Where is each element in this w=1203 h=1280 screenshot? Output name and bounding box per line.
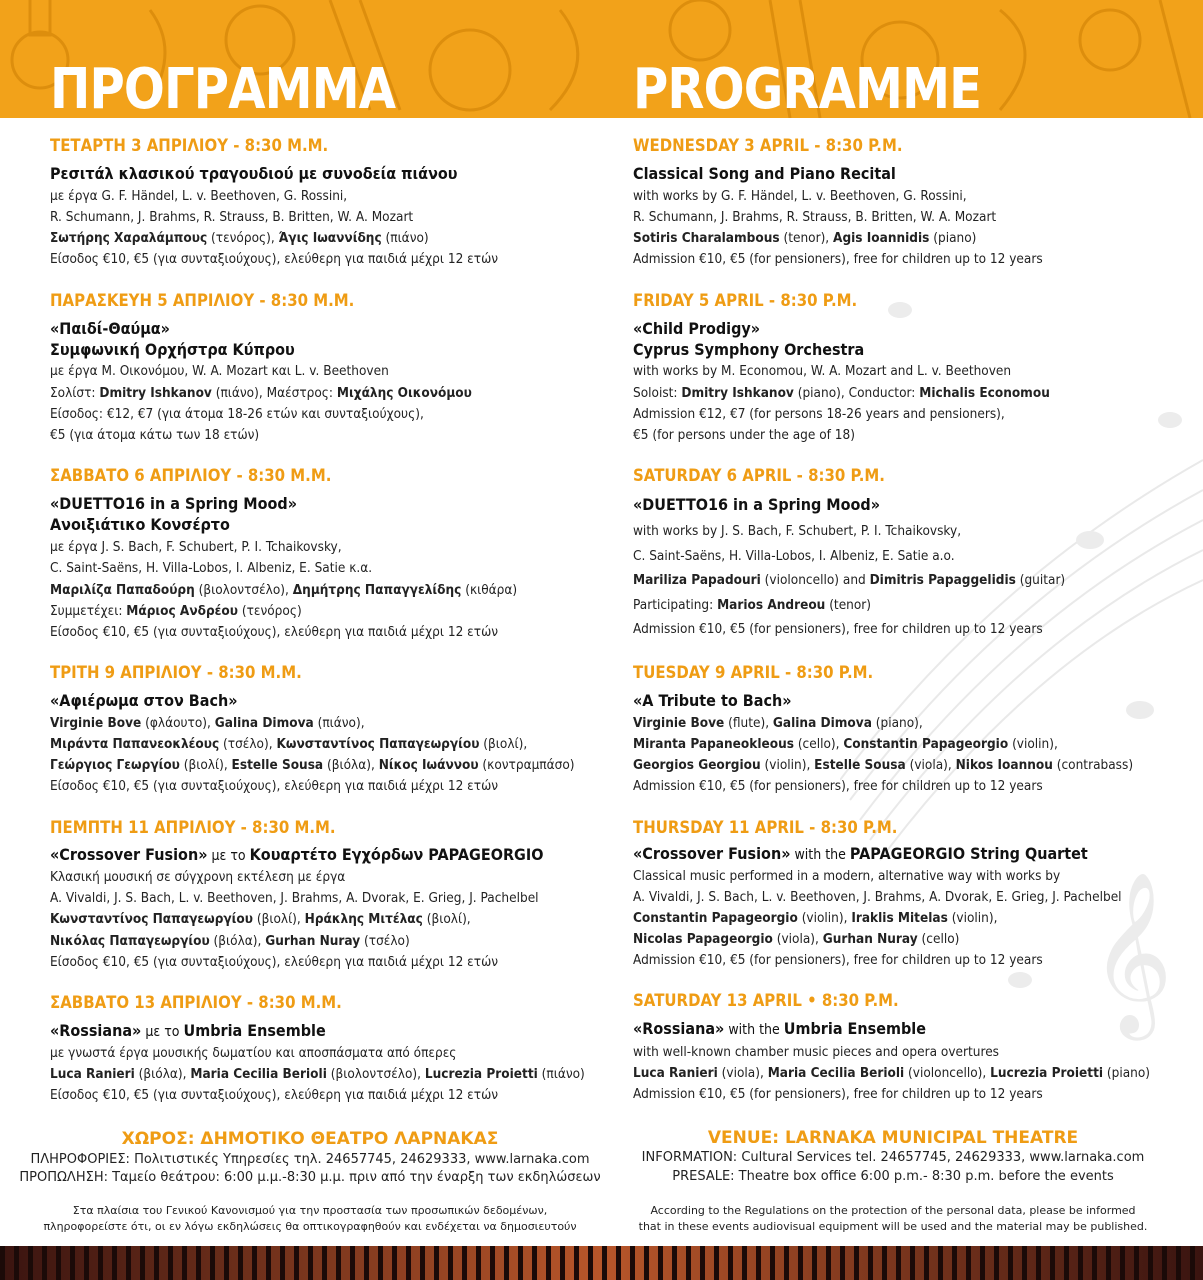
event-6-description-en: with well-known chamber music pieces and opera overtures: [633, 1044, 1000, 1060]
event-1-admission-en: Admission €10, €5 (for pensioners), free for children up to 12 years: [633, 251, 1043, 267]
piano-key: [14, 1246, 19, 1280]
event-1-heading: ΤΕΤΑΡΤΗ 3 ΑΠΡΙΛΙΟΥ - 8:30 Μ.Μ.: [50, 136, 329, 156]
piano-key: [168, 1246, 173, 1280]
event-5-admission-en: Admission €10, €5 (for pensioners), free for children up to 12 years: [633, 952, 1043, 968]
event-3-works-2: C. Saint-Saëns, H. Villa-Lobos, I. Albeniz, E. Satie κ.α.: [50, 560, 373, 576]
privacy-greek-2: πληροφορείστε ότι, οι εν λόγω εκδηλώσεις θα οπτικογραφηθούν και ενδέχεται να δημοσιευτούν: [43, 1220, 577, 1233]
event-5-performers-1: Κωνσταντίνος Παπαγεωργίου (βιολί), Ηράκλης Μιτέλας (βιολί),: [50, 911, 471, 927]
piano-key: [742, 1246, 747, 1280]
event-2-title: «Παιδί-Θαύμα»: [50, 319, 170, 338]
piano-key: [280, 1246, 285, 1280]
piano-key: [1008, 1246, 1013, 1280]
event-2-admission-2: €5 (για άτομα κάτω των 18 ετών): [50, 427, 260, 443]
piano-key: [224, 1246, 229, 1280]
event-6-title: «Rossiana» με το Umbria Ensemble: [50, 1021, 326, 1040]
piano-key: [952, 1246, 957, 1280]
event-2-title-en: «Child Prodigy»: [633, 319, 761, 338]
piano-key: [700, 1246, 705, 1280]
event-3-works-2-en: C. Saint-Saëns, H. Villa-Lobos, I. Albeniz, E. Satie a.o.: [633, 548, 955, 564]
piano-key: [140, 1246, 145, 1280]
piano-key: [448, 1246, 453, 1280]
event-1-works: με έργα G. F. Händel, L. v. Beethoven, G. Rossini,: [50, 188, 348, 204]
piano-key: [1134, 1246, 1139, 1280]
piano-key: [1106, 1246, 1111, 1280]
piano-key: [644, 1246, 649, 1280]
piano-key: [42, 1246, 47, 1280]
piano-key: [630, 1246, 635, 1280]
piano-key: [336, 1246, 341, 1280]
event-5-description: Κλασική μουσική σε σύγχρονη εκτέλεση με έργα: [50, 869, 346, 885]
piano-key: [154, 1246, 159, 1280]
event-5-admission: Είσοδος €10, €5 (για συνταξιούχους), ελεύθερη για παιδιά μέχρι 12 ετών: [50, 954, 499, 970]
event-3-participating: Συμμετέχει: Μάριος Ανδρέου (τενόρος): [50, 603, 302, 619]
piano-key: [126, 1246, 131, 1280]
privacy-english-2: that in these events audiovisual equipment will be used and the material may be published.: [638, 1220, 1148, 1233]
piano-key: [980, 1246, 985, 1280]
piano-key: [476, 1246, 481, 1280]
event-6-title-en: «Rossiana» with the Umbria Ensemble: [633, 1019, 926, 1038]
note-icon: [1158, 412, 1182, 428]
event-1-works-2-en: R. Schumann, J. Brahms, R. Strauss, B. Britten, W. A. Mozart: [633, 209, 997, 225]
event-2-heading: ΠΑΡΑΣΚΕΥΗ 5 ΑΠΡΙΛΙΟΥ - 8:30 Μ.Μ.: [50, 291, 355, 311]
piano-key: [378, 1246, 383, 1280]
piano-key: [98, 1246, 103, 1280]
event-1-performers-en: Sotiris Charalambous (tenor), Agis Ioannidis (piano): [633, 230, 977, 246]
piano-key: [182, 1246, 187, 1280]
piano-key: [1050, 1246, 1055, 1280]
violin-scroll-icon: [550, 10, 578, 110]
piano-key: [238, 1246, 243, 1280]
piano-key: [70, 1246, 75, 1280]
piano-key: [1120, 1246, 1125, 1280]
event-4-heading-en: TUESDAY 9 APRIL - 8:30 P.M.: [633, 663, 874, 683]
piano-key: [294, 1246, 299, 1280]
piano-key: [56, 1246, 61, 1280]
event-5-performers-2: Νικόλας Παπαγεωργίου (βιόλα), Gurhan Nuray (τσέλο): [50, 933, 410, 949]
event-2-admission-2-en: €5 (for persons under the age of 18): [633, 427, 855, 443]
piano-key: [1190, 1246, 1195, 1280]
piano-key: [1176, 1246, 1181, 1280]
piano-key: [938, 1246, 943, 1280]
privacy-greek-1: Στα πλαίσια του Γενικού Κανονισμού για την προστασία των προσωπικών δεδομένων,: [72, 1204, 548, 1217]
presale-english: PRESALE: Theatre box office 6:00 p.m.- 8:30 p.m. before the events: [672, 1169, 1114, 1184]
sax-icon: [1000, 10, 1025, 110]
info-english: INFORMATION: Cultural Services tel. 24657745, 24629333, www.larnaka.com: [641, 1150, 1145, 1165]
event-1-works-en: with works by G. F. Händel, L. v. Beethoven, G. Rossini,: [633, 188, 967, 204]
event-4-performers-3: Γεώργιος Γεωργίου (βιολί), Estelle Sousa (βιόλα), Νίκος Ιωάννου (κοντραμπάσο): [50, 757, 575, 773]
piano-key: [462, 1246, 467, 1280]
piano-key: [210, 1246, 215, 1280]
event-5-title: «Crossover Fusion» με το Κουαρτέτο Εγχόρδων PAPAGEORGIO: [50, 845, 544, 864]
event-5-title-en: «Crossover Fusion» with the PAPAGEORGIO String Quartet: [633, 844, 1088, 863]
venue-greek: ΧΩΡΟΣ: ΔΗΜΟΤΙΚΟ ΘΕΑΤΡΟ ΛΑΡΝΑΚΑΣ: [121, 1129, 499, 1149]
event-6-heading: ΣΑΒΒΑΤΟ 13 ΑΠΡΙΛΙΟΥ - 8:30 Μ.Μ.: [50, 993, 342, 1013]
event-4-performers-2-en: Miranta Papaneokleous (cello), Constantin Papageorgio (violin),: [633, 736, 1058, 752]
piano-key: [756, 1246, 761, 1280]
venue-english: VENUE: LARNAKA MUNICIPAL THEATRE: [707, 1128, 1079, 1148]
event-6-heading-en: SATURDAY 13 APRIL • 8:30 P.M.: [633, 991, 899, 1011]
piano-keys-strip: [0, 1246, 1203, 1280]
piano-key: [994, 1246, 999, 1280]
event-3-admission: Είσοδος €10, €5 (για συνταξιούχους), ελεύθερη για παιδιά μέχρι 12 ετών: [50, 624, 499, 640]
event-3-heading: ΣΑΒΒΑΤΟ 6 ΑΠΡΙΛΙΟΥ - 8:30 Μ.Μ.: [50, 466, 332, 486]
piano-key: [1022, 1246, 1027, 1280]
event-2-admission: Είσοδος: €12, €7 (για άτομα 18-26 ετών και συνταξιούχους),: [50, 406, 424, 422]
event-3-works-en: with works by J. S. Bach, F. Schubert, P. I. Tchaikovsky,: [633, 523, 962, 539]
event-3-subtitle: Ανοιξιάτικο Κονσέρτο: [50, 515, 230, 534]
piano-key: [490, 1246, 495, 1280]
event-3-performers: Μαριλίζα Παπαδούρη (βιολοντσέλο), Δημήτρης Παπαγγελίδης (κιθάρα): [50, 582, 518, 598]
event-6-description: με γνωστά έργα μουσικής δωματίου και αποσπάσματα από όπερες: [50, 1045, 457, 1061]
bow-icon: [1160, 0, 1190, 118]
piano-key: [602, 1246, 607, 1280]
piano-key: [28, 1246, 33, 1280]
event-6-performers: Luca Ranieri (βιόλα), Maria Cecilia Berioli (βιολοντσέλο), Lucrezia Proietti (πιάνο): [50, 1066, 585, 1082]
piano-key: [266, 1246, 271, 1280]
event-1-performers: Σωτήρης Χαραλάμπους (τενόρος), Άγις Ιωαννίδης (πιάνο): [50, 230, 429, 246]
guitar-body-2-icon: [1080, 10, 1140, 70]
piano-key: [574, 1246, 579, 1280]
piano-key: [770, 1246, 775, 1280]
privacy-english-1: According to the Regulations on the protection of the personal data, please be informed: [650, 1204, 1136, 1217]
piano-key: [406, 1246, 411, 1280]
event-6-admission: Είσοδος €10, €5 (για συνταξιούχους), ελεύθερη για παιδιά μέχρι 12 ετών: [50, 1087, 499, 1103]
event-5-heading: ΠΕΜΠΤΗ 11 ΑΠΡΙΛΙΟΥ - 8:30 Μ.Μ.: [50, 818, 336, 838]
piano-key: [196, 1246, 201, 1280]
piano-key: [350, 1246, 355, 1280]
piano-key: [252, 1246, 257, 1280]
piano-key: [1162, 1246, 1167, 1280]
event-4-performers-3-en: Georgios Georgiou (violin), Estelle Sousa (viola), Nikos Ioannou (contrabass): [633, 757, 1134, 773]
piano-key: [322, 1246, 327, 1280]
piano-key: [0, 1246, 5, 1280]
piano-key: [364, 1246, 369, 1280]
event-6-admission-en: Admission €10, €5 (for pensioners), free for children up to 12 years: [633, 1086, 1043, 1102]
cymbal-icon: [670, 0, 730, 60]
treble-clef-icon: 𝄞: [1090, 871, 1173, 1034]
title-english: PROGRAMME: [633, 57, 982, 118]
event-3-admission-en: Admission €10, €5 (for pensioners), free for children up to 12 years: [633, 621, 1043, 637]
event-2-ensemble: Συμφωνική Ορχήστρα Κύπρου: [50, 340, 295, 359]
event-2-ensemble-en: Cyprus Symphony Orchestra: [633, 340, 865, 359]
event-3-works: με έργα J. S. Bach, F. Schubert, P. I. Tchaikovsky,: [50, 539, 342, 555]
event-3-performers-en: Mariliza Papadouri (violoncello) and Dimitris Papaggelidis (guitar): [633, 572, 1066, 588]
piano-key: [966, 1246, 971, 1280]
event-4-title-en: «A Tribute to Bach»: [633, 691, 792, 710]
piano-key: [812, 1246, 817, 1280]
event-3-title: «DUETTO16 in a Spring Mood»: [50, 494, 298, 513]
event-4-performers-1-en: Virginie Bove (flute), Galina Dimova (piano),: [633, 715, 923, 731]
piano-key: [588, 1246, 593, 1280]
event-4-admission-en: Admission €10, €5 (for pensioners), free for children up to 12 years: [633, 778, 1043, 794]
event-1-heading-en: WEDNESDAY 3 APRIL - 8:30 P.M.: [633, 136, 903, 156]
piano-key: [686, 1246, 691, 1280]
piano-key: [714, 1246, 719, 1280]
piano-key: [504, 1246, 509, 1280]
event-2-performers-en: Soloist: Dmitry Ishkanov (piano), Conductor: Michalis Economou: [633, 385, 1050, 401]
piano-key: [518, 1246, 523, 1280]
piano-key: [1092, 1246, 1097, 1280]
note-icon: [1126, 701, 1154, 719]
piano-key: [854, 1246, 859, 1280]
event-3-participating-en: Participating: Marios Andreou (tenor): [633, 597, 872, 613]
piano-key: [616, 1246, 621, 1280]
piano-key: [868, 1246, 873, 1280]
piano-key: [1036, 1246, 1041, 1280]
piano-key: [1064, 1246, 1069, 1280]
piano-key: [910, 1246, 915, 1280]
event-1-title-en: Classical Song and Piano Recital: [633, 164, 896, 183]
event-4-title: «Αφιέρωμα στον Bach»: [50, 691, 238, 710]
piano-key: [784, 1246, 789, 1280]
piano-key: [392, 1246, 397, 1280]
event-1-admission: Είσοδος €10, €5 (για συνταξιούχους), ελεύθερη για παιδιά μέχρι 12 ετών: [50, 251, 499, 267]
piano-key: [434, 1246, 439, 1280]
piano-key: [532, 1246, 537, 1280]
piano-key: [420, 1246, 425, 1280]
piano-key: [924, 1246, 929, 1280]
event-2-heading-en: FRIDAY 5 APRIL - 8:30 P.M.: [633, 291, 858, 311]
event-5-performers-1-en: Constantin Papageorgio (violin), Iraklis Mitelas (violin),: [633, 910, 998, 926]
tuba-bell-icon: [430, 30, 510, 110]
title-greek: ΠΡΟΓΡΑΜΜΑ: [50, 57, 396, 118]
event-4-performers-2: Μιράντα Παπανεοκλέους (τσέλο), Κωνσταντίνος Παπαγεωργίου (βιολί),: [50, 736, 528, 752]
piano-key: [112, 1246, 117, 1280]
event-4-admission: Είσοδος €10, €5 (για συνταξιούχους), ελεύθερη για παιδιά μέχρι 12 ετών: [50, 778, 499, 794]
event-3-heading-en: SATURDAY 6 APRIL - 8:30 P.M.: [633, 466, 885, 486]
event-5-works: A. Vivaldi, J. S. Bach, L. v. Beethoven, J. Brahms, A. Dvorak, E. Grieg, J. Pachelbel: [50, 890, 539, 906]
guitar-neck-icon: [30, 0, 50, 35]
event-1-works-2: R. Schumann, J. Brahms, R. Strauss, B. Britten, W. A. Mozart: [50, 209, 414, 225]
presale-greek: ΠΡΟΠΩΛΗΣΗ: Ταμείο θεάτρου: 6:00 μ.μ.-8:30 μ.μ. πριν από την έναρξη των εκδηλώσεων: [19, 1170, 601, 1185]
event-2-admission-en: Admission €12, €7 (for persons 18-26 years and pensioners),: [633, 406, 1005, 422]
piano-key: [896, 1246, 901, 1280]
event-2-works-en: with works by M. Economou, W. A. Mozart and L. v. Beethoven: [633, 363, 1012, 379]
event-4-performers-1: Virginie Bove (φλάουτο), Galina Dimova (πιάνο),: [50, 715, 365, 731]
piano-key: [728, 1246, 733, 1280]
event-6-performers-en: Luca Ranieri (viola), Maria Cecilia Berioli (violoncello), Lucrezia Proietti (piano): [633, 1065, 1151, 1081]
event-5-description-en: Classical music performed in a modern, alternative way with works by: [633, 868, 1061, 884]
piano-key: [1078, 1246, 1083, 1280]
piano-key: [560, 1246, 565, 1280]
piano-keys-graphic: [0, 1246, 1203, 1280]
event-4-heading: ΤΡΙΤΗ 9 ΑΠΡΙΛΙΟΥ - 8:30 Μ.Μ.: [50, 663, 302, 683]
note-icon: [888, 302, 912, 318]
piano-key: [1148, 1246, 1153, 1280]
event-2-works: με έργα Μ. Οικονόμου, W. A. Mozart και L. v. Beethoven: [50, 363, 389, 379]
piano-key: [658, 1246, 663, 1280]
event-5-performers-2-en: Nicolas Papageorgio (viola), Gurhan Nuray (cello): [633, 931, 960, 947]
note-icon: [1076, 531, 1104, 549]
piano-key: [840, 1246, 845, 1280]
piano-key: [798, 1246, 803, 1280]
event-2-performers: Σολίστ: Dmitry Ishkanov (πιάνο), Μαέστρος: Μιχάλης Οικονόμου: [50, 385, 472, 401]
header-banner: [0, 0, 1203, 118]
event-5-heading-en: THURSDAY 11 APRIL - 8:30 P.M.: [633, 818, 898, 838]
piano-key: [308, 1246, 313, 1280]
piano-key: [826, 1246, 831, 1280]
piano-key: [84, 1246, 89, 1280]
event-3-title-en: «DUETTO16 in a Spring Mood»: [633, 495, 881, 514]
note-icon: [1008, 972, 1032, 988]
event-5-works-en: A. Vivaldi, J. S. Bach, L. v. Beethoven, J. Brahms, A. Dvorak, E. Grieg, J. Pachelbel: [633, 889, 1122, 905]
event-1-title: Ρεσιτάλ κλασικού τραγουδιού με συνοδεία πιάνου: [50, 164, 458, 183]
piano-key: [672, 1246, 677, 1280]
piano-key: [882, 1246, 887, 1280]
info-greek: ΠΛΗΡΟΦΟΡΙΕΣ: Πολιτιστικές Υπηρεσίες τηλ. 24657745, 24629333, www.larnaka.com: [30, 1152, 590, 1167]
piano-key: [546, 1246, 551, 1280]
